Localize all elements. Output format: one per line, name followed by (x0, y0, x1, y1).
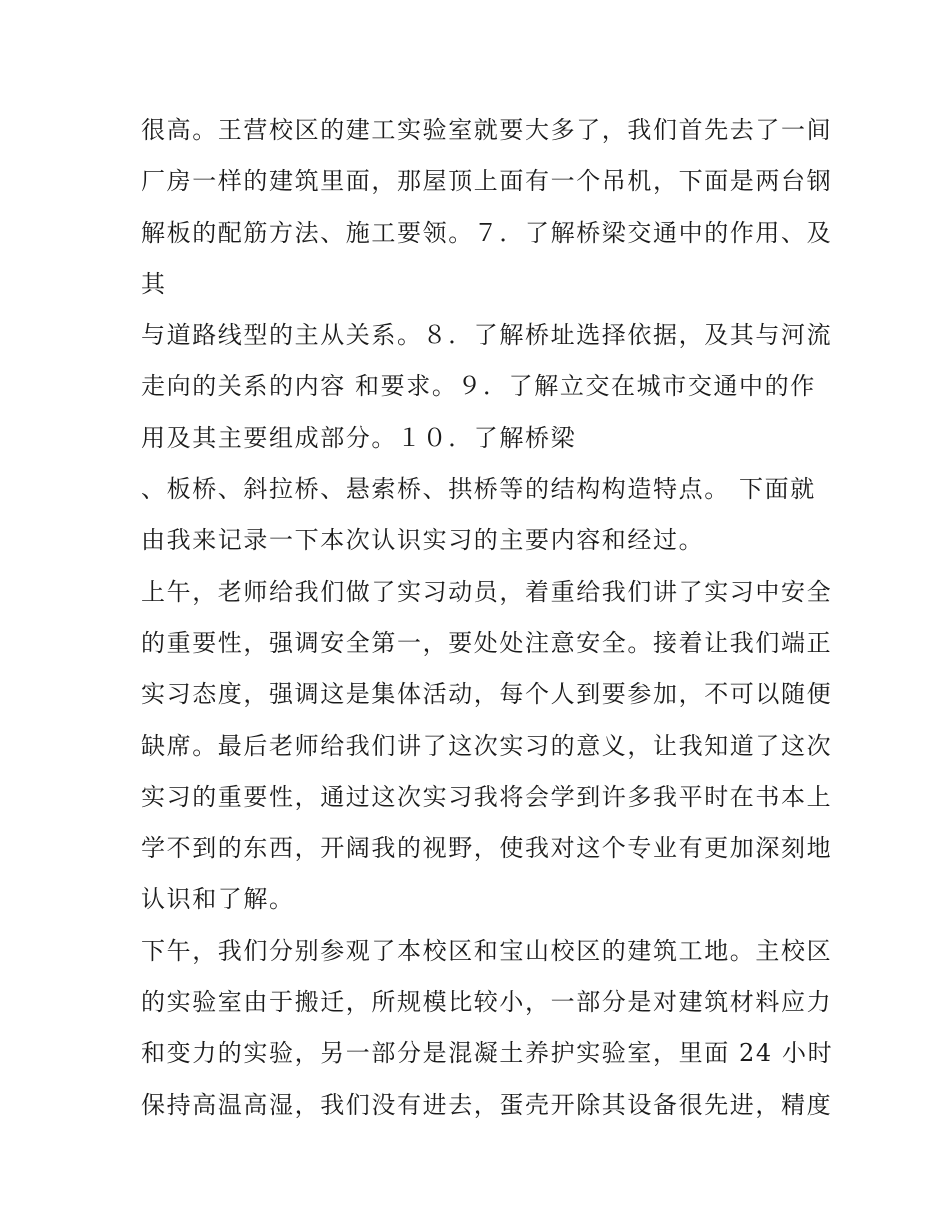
text-line: 厂房一样的建筑里面，那屋顶上面有一个吊机，下面是两台钢 (141, 167, 833, 196)
text-line: 实习态度，强调这是集体活动，每个人到要参加，不可以随便 (141, 680, 833, 709)
document-body (141, 105, 834, 1131)
text-line: 解板的配筋方法、施工要领。７．了解桥梁交通中的作用、及 (141, 218, 833, 247)
text-line: 保持高温高湿，我们没有进去，蛋壳开除其设备很先进，精度 (141, 1090, 833, 1119)
text-line: 缺席。最后老师给我们讲了这次实习的意义，让我知道了这次 (141, 731, 833, 760)
text-line: 很高。王营校区的建工实验室就要大多了，我们首先去了一间 (141, 116, 833, 144)
text-line: 和变力的实验，另一部分是混凝土养护实验室，里面 24 小时 (141, 1039, 834, 1068)
text-line: 用及其主要组成部分。１０．了解桥梁 (141, 423, 577, 452)
text-line: 下午，我们分别参观了本校区和宝山校区的建筑工地。主校区 (141, 936, 833, 965)
text-line: 走向的关系的内容 和要求。９．了解立交在城市交通中的作 (141, 372, 816, 401)
text-line: 与道路线型的主从关系。８．了解桥址选择依据，及其与河流 (141, 321, 833, 350)
text-line: 学不到的东西，开阔我的视野，使我对这个专业有更加深刻地 (141, 834, 833, 863)
text-line: 由我来记录一下本次认识实习的主要内容和经过。 (141, 526, 705, 555)
text-line: 实习的重要性，通过这次实习我将会学到许多我平时在书本上 (141, 782, 833, 811)
text-line: 、板桥、斜拉桥、悬索桥、拱桥等的结构构造特点。 下面就 (141, 475, 816, 504)
text-line: 的实验室由于搬迁，所规模比较小，一部分是对建筑材料应力 (141, 988, 833, 1017)
text-line: 的重要性，强调安全第一，要处处注意安全。接着让我们端正 (141, 628, 833, 657)
text-line: 上午，老师给我们做了实习动员，着重给我们讲了实习中安全 (141, 577, 833, 606)
text-line: 认识和了解。 (141, 885, 295, 914)
text-line: 其 (141, 269, 167, 298)
